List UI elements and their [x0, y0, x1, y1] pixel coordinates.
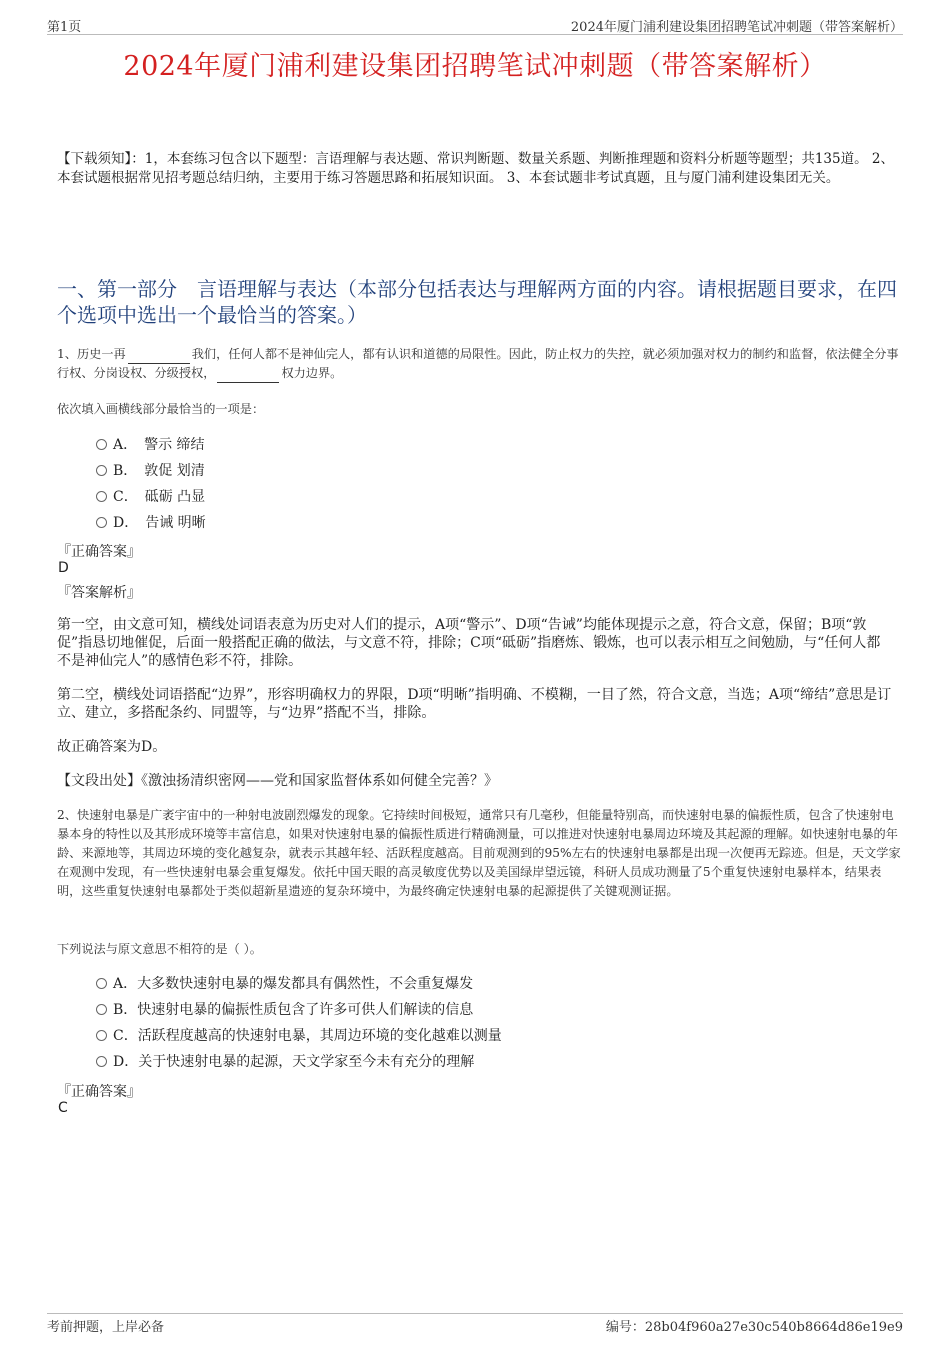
- option-label: B． 敦促 划清: [113, 463, 205, 479]
- q1-text-part-c: 权力边界。: [281, 366, 343, 380]
- question-1-text: [57, 345, 902, 383]
- option-label: C．活跃程度越高的快速射电暴，其周边环境的变化越难以测量: [113, 1028, 502, 1044]
- option-label: D．关于快速射电暴的起源，天文学家至今未有充分的理解: [113, 1054, 475, 1070]
- question-1-prompt: 依次填入画横线部分最恰当的一项是：: [57, 402, 265, 416]
- option-label: B．快速射电暴的偏振性质包含了许多可供人们解读的信息: [113, 1002, 474, 1018]
- option-a[interactable]: [96, 432, 206, 458]
- option-d[interactable]: [96, 1049, 502, 1075]
- q1-text-part-a: 1、历史一再: [57, 347, 126, 361]
- option-d[interactable]: [96, 510, 206, 536]
- option-label: D． 告诫 明晰: [113, 515, 206, 531]
- answer-label: 『正确答案』: [57, 544, 141, 560]
- q1-text-part-b: 我们，任何人都不是神仙完人，都有认识和道德的局限性。因此，防止权力的失控，就必须加强对权力的制约和监督，依法健全分事行权、分岗设权、分级授权，: [57, 347, 899, 380]
- page-title: 2024年厦门浦利建设集团招聘笔试冲刺题（带答案解析）: [123, 51, 827, 82]
- answer-label: 『正确答案』: [57, 1084, 141, 1100]
- source-citation: 【文段出处】《激浊扬清织密网——党和国家监督体系如何健全完善？》: [57, 773, 498, 789]
- page-footer: [47, 1313, 903, 1334]
- option-c[interactable]: [96, 484, 206, 510]
- option-b[interactable]: [96, 458, 206, 484]
- option-b[interactable]: [96, 997, 502, 1023]
- question-2-prompt: 下列说法与原文意思不相符的是（ ）。: [57, 942, 262, 956]
- radio-icon[interactable]: [96, 1030, 107, 1041]
- radio-icon[interactable]: [96, 517, 107, 528]
- analysis-label: 『答案解析』: [57, 585, 141, 601]
- fill-blank: [128, 351, 190, 364]
- option-c[interactable]: [96, 1023, 502, 1049]
- option-label: A．大多数快速射电暴的爆发都具有偶然性，不会重复爆发: [113, 976, 474, 992]
- document-code: 编号：28b04f960a27e30c540b8664d86e19e9: [605, 1320, 903, 1335]
- answer-value: C: [58, 1100, 68, 1116]
- fill-blank: [217, 370, 279, 383]
- radio-icon[interactable]: [96, 439, 107, 450]
- radio-icon[interactable]: [96, 491, 107, 502]
- answer-value: D: [58, 560, 69, 576]
- analysis-paragraph-1: 第一空，由文意可知，横线处词语表意为历史对人们的提示，A项“警示”、D项“告诫”均能体现提示之意，符合文意，保留；B项“敦促”指恳切地催促，后面一般搭配正确的做法，与文意不符，排除；C项“砥砺”指磨炼、锻炼，也可以表示相互之间勉励，与“任何人都不是神仙完人”的感情色彩不符，排除。: [57, 617, 881, 669]
- radio-icon[interactable]: [96, 978, 107, 989]
- section-heading: 一、第一部分 言语理解与表达（本部分包括表达与理解两方面的内容。请根据题目要求，在四个选项中选出一个最恰当的答案。）: [57, 277, 897, 327]
- option-label: C． 砥砺 凸显: [113, 489, 206, 505]
- analysis-conclusion: 故正确答案为D。: [57, 739, 167, 755]
- radio-icon[interactable]: [96, 1056, 107, 1067]
- page-number: 第1页: [47, 20, 82, 35]
- question-2-text: 2、快速射电暴是广袤宇宙中的一种射电波剧烈爆发的现象。它持续时间极短，通常只有几毫秒，但能量特别高，而快速射电暴的偏振性质，包含了快速射电暴本身的特性以及其形成环境等丰富信息，如果对快速射电暴的偏振性质进行精确测量，可以推进对快速射电暴周边环境及其起源的理解。如快速射电暴的年龄、来源地等，其周边环境的变化越复杂，就表示其越年轻、活跃程度越高。目前观测到的95%左右的快速射电暴都是出现一次便再无踪迹。但是，天文学家在观测中发现，有一些快速射电暴会重复爆发。依托中国天眼的高灵敏度优势以及美国绿岸望远镜，科研人员成功测量了5个重复快速射电暴样本，结果表明，这些重复快速射电暴都处于类似超新星遗迹的复杂环境中，为最终确定快速射电暴的起源提供了关键观测证据。: [57, 808, 901, 898]
- question-2-options: [96, 971, 502, 1075]
- radio-icon[interactable]: [96, 1004, 107, 1015]
- question-1-options: [96, 432, 206, 536]
- radio-icon[interactable]: [96, 465, 107, 476]
- analysis-paragraph-2: 第二空，横线处词语搭配“边界”，形容明确权力的界限，D项“明晰”指明确、不模糊，一目了然，符合文意，当选；A项“缔结”意思是订立、建立，多搭配条约、同盟等，与“边界”搭配不当，排除。: [57, 687, 892, 721]
- option-label: A． 警示 缔结: [113, 437, 205, 453]
- footer-slogan: 考前押题，上岸必备: [47, 1320, 165, 1335]
- option-a[interactable]: [96, 971, 502, 997]
- download-notice: 【下载须知】：1，本套练习包含以下题型：言语理解与表达题、常识判断题、数量关系题、判断推理题和资料分析题等题型；共135道。 2、本套试题根据常见招考题总结归纳，主要用于练习答题思路和拓展知识面。 3、本套试题非考试真题，且与厦门浦利建设集团无关。: [57, 151, 894, 186]
- page-header: [47, 16, 903, 35]
- header-doc-title: 2024年厦门浦利建设集团招聘笔试冲刺题（带答案解析）: [570, 20, 903, 35]
